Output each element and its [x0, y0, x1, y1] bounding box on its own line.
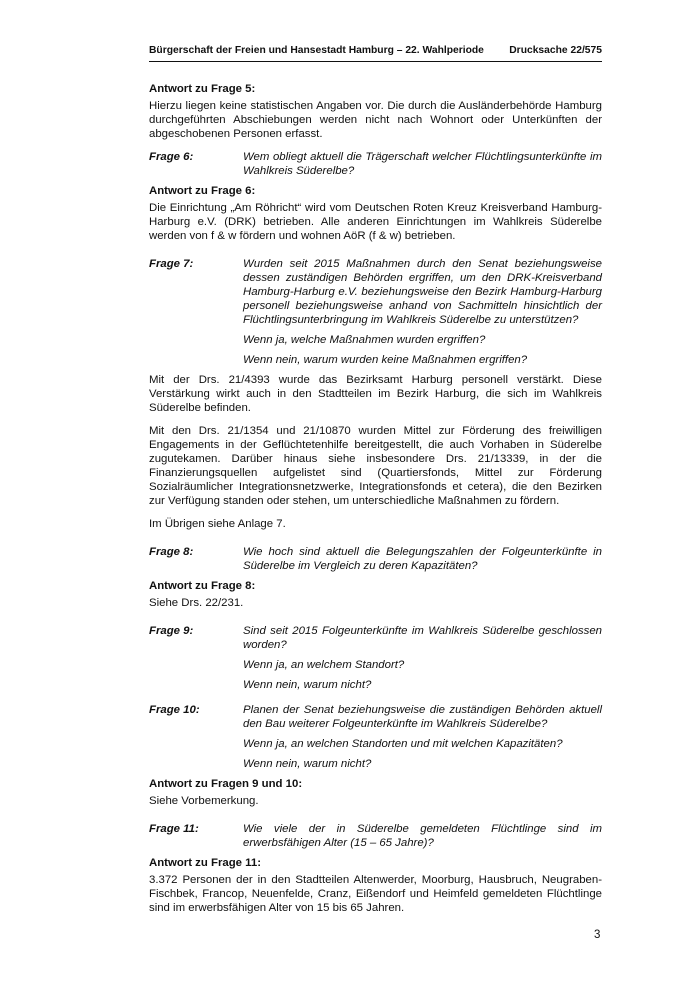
question-8	[149, 545, 602, 573]
question-10-label: Frage 10:	[149, 704, 200, 716]
question-6	[149, 150, 602, 178]
answer-6-text: Die Einrichtung „Am Röhricht“ wird vom Deutschen Roten Kreuz Kreisverband Hamburg-Harburg e.V. (DRK) betrieben. Alle anderen Einrichtungen im Wahlkreis Süderelbe werden von f & w fördern und wohnen AöR (f & w) betrieben.	[149, 202, 602, 242]
question-7	[149, 257, 602, 367]
question-10-text: Planen der Senat beziehungsweise die zuständigen Behörden aktuell den Bau weiterer Folgeunterkünfte im Wahlkreis Süderelbe?	[243, 704, 602, 730]
answer-6-heading: Antwort zu Frage 6:	[149, 185, 256, 197]
answer-5-text: Hierzu liegen keine statistischen Angaben vor. Die durch die Ausländerbehörde Hamburg durchgeführten Abschiebungen werden nicht nach Wohnort oder Unterkünften der abgeschobenen Personen erfasst.	[149, 100, 602, 140]
answer-9-10-text: Siehe Vorbemerkung.	[149, 795, 259, 807]
answer-7-text-1: Mit der Drs. 21/4393 wurde das Bezirksamt Harburg personell verstärkt. Diese Verstärkung wirkt auch in den Stadtteilen im Bezirk Harburg, die sich im Wahlkreis Süderelbe befinden.	[149, 374, 602, 414]
header-title: Bürgerschaft der Freien und Hansestadt Hamburg – 22. Wahlperiode	[149, 45, 484, 56]
answer-5-heading: Antwort zu Frage 5:	[149, 83, 256, 95]
question-10	[149, 703, 602, 771]
answer-8-heading: Antwort zu Frage 8:	[149, 580, 256, 592]
question-7-followup-yes: Wenn ja, welche Maßnahmen wurden ergriffen?	[243, 334, 486, 346]
question-6-label: Frage 6:	[149, 151, 194, 163]
question-10-followup-yes: Wenn ja, an welchen Standorten und mit welchen Kapazitäten?	[243, 738, 563, 750]
question-7-followup-no: Wenn nein, warum wurden keine Maßnahmen ergriffen?	[243, 354, 528, 366]
question-9-text: Sind seit 2015 Folgeunterkünfte im Wahlkreis Süderelbe geschlossen worden?	[243, 625, 602, 651]
document-body	[149, 82, 602, 924]
question-9-followup-yes: Wenn ja, an welchem Standort?	[243, 659, 405, 671]
question-7-text: Wurden seit 2015 Maßnahmen durch den Senat beziehungsweise dessen zuständigen Behörden ergriffen, um den DRK-Kreisverband Hamburg-Harburg e.V. beziehungsweise den Bezirk Hamburg-Harburg personell beziehungsweise anhand von Sachmitteln hinsichtlich der Flüchtlingsunterbringung im Wahlkreis Süderelbe zu unterstützen?	[243, 258, 602, 326]
answer-7-text-2: Mit den Drs. 21/1354 und 21/10870 wurden Mittel zur Förderung des freiwilligen Engagements in der Geflüchtetenhilfe bereitgestellt, die auch Vorhaben in Süderelbe zugutekamen. Darüber hinaus siehe insbesondere Drs. 21/13339, in der die Finanzierungsquellen aufgelistet sind (Quartiersfonds, Mittel zur Förderung Sozialräumlicher Integrationsnetzwerke, Integrationsfonds et cetera), die den Bezirken zur Verfügung standen oder stehen, um unterschiedliche Maßnahmen zu fördern.	[149, 425, 602, 507]
answer-11-text: 3.372 Personen der in den Stadtteilen Altenwerder, Moorburg, Hausbruch, Neugraben-Fischbek, Francop, Neuenfelde, Cranz, Eißendorf und Heimfeld gemeldeten Flüchtlinge sind im erwerbsfähigen Alter von 15 bis 65 Jahren.	[149, 874, 602, 914]
page-number: 3	[594, 929, 601, 941]
question-7-label: Frage 7:	[149, 258, 194, 270]
question-9-followup-no: Wenn nein, warum nicht?	[243, 679, 372, 691]
document-number: Drucksache 22/575	[509, 45, 602, 56]
question-9-label: Frage 9:	[149, 625, 194, 637]
question-8-text: Wie hoch sind aktuell die Belegungszahlen der Folgeunterkünfte in Süderelbe im Vergleich zu deren Kapazitäten?	[243, 546, 602, 572]
question-11	[149, 822, 602, 850]
question-11-label: Frage 11:	[149, 823, 199, 835]
question-11-text: Wie viele der in Süderelbe gemeldeten Flüchtlinge sind im erwerbsfähigen Alter (15 – 65 Jahre)?	[243, 823, 602, 849]
answer-7-text-3: Im Übrigen siehe Anlage 7.	[149, 518, 286, 530]
answer-8-text: Siehe Drs. 22/231.	[149, 597, 244, 609]
question-10-followup-no: Wenn nein, warum nicht?	[243, 758, 372, 770]
answer-9-10-heading: Antwort zu Fragen 9 und 10:	[149, 778, 303, 790]
question-8-label: Frage 8:	[149, 546, 194, 558]
answer-11-heading: Antwort zu Frage 11:	[149, 857, 262, 869]
question-9	[149, 624, 602, 692]
question-6-text: Wem obliegt aktuell die Trägerschaft welcher Flüchtlingsunterkünfte im Wahlkreis Süderelbe?	[243, 151, 602, 177]
page-header	[149, 45, 602, 62]
